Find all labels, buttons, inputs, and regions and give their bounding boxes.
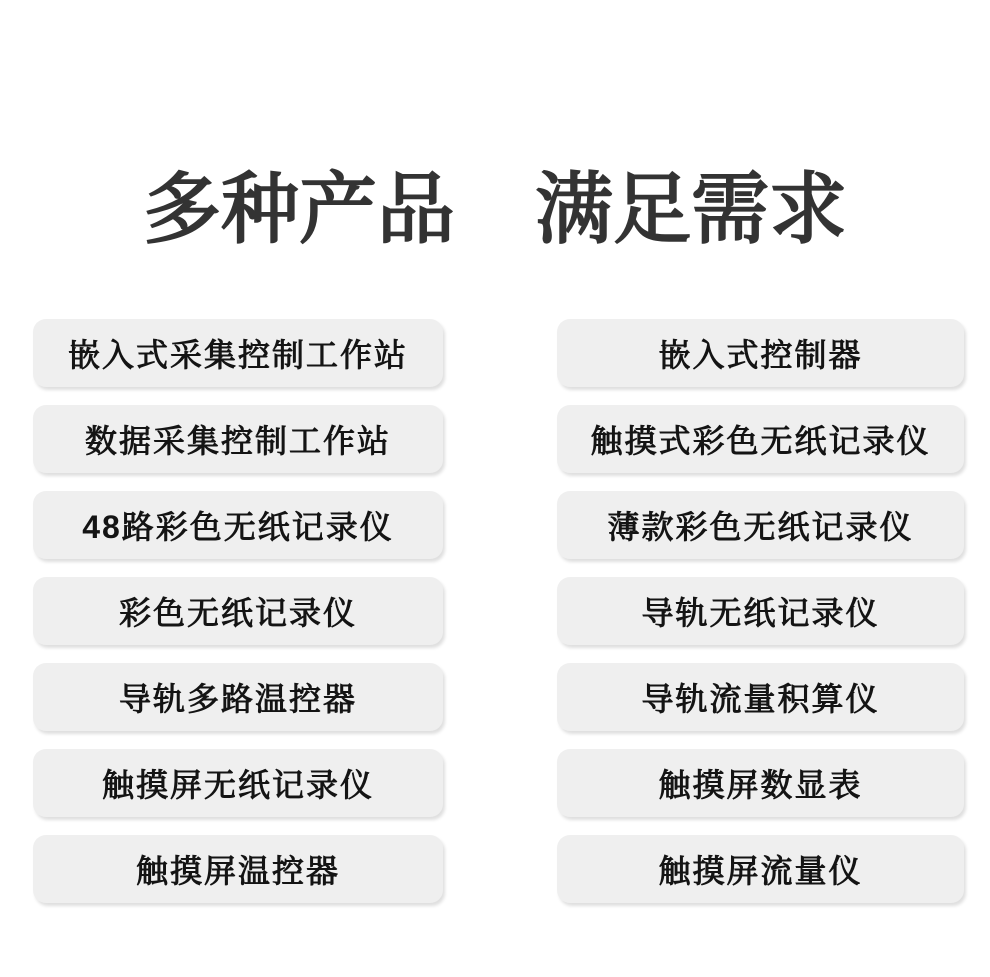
product-button-slim-color-paperless-recorder[interactable]: 薄款彩色无纸记录仪 (557, 491, 964, 559)
product-button-embedded-controller[interactable]: 嵌入式控制器 (557, 319, 964, 387)
product-button-data-acquisition-control-workstation[interactable]: 数据采集控制工作站 (33, 405, 443, 473)
product-button-grid (33, 319, 964, 903)
product-button-din-rail-multichannel-temp-controller[interactable]: 导轨多路温控器 (33, 663, 443, 731)
product-button-touch-color-paperless-recorder[interactable]: 触摸式彩色无纸记录仪 (557, 405, 964, 473)
page-title-part-2: 满足需求 (535, 165, 848, 253)
product-button-embedded-acquisition-control-workstation[interactable]: 嵌入式采集控制工作站 (33, 319, 443, 387)
page-title-part-1: 多种产品 (142, 165, 455, 253)
product-button-touchscreen-temp-controller[interactable]: 触摸屏温控器 (33, 835, 443, 903)
product-button-48ch-color-paperless-recorder[interactable]: 48路彩色无纸记录仪 (33, 491, 443, 559)
product-button-din-rail-paperless-recorder[interactable]: 导轨无纸记录仪 (557, 577, 964, 645)
product-button-touchscreen-paperless-recorder[interactable]: 触摸屏无纸记录仪 (33, 749, 443, 817)
product-button-din-rail-flow-totalizer[interactable]: 导轨流量积算仪 (557, 663, 964, 731)
page-title (0, 163, 990, 255)
product-button-touchscreen-digital-display-meter[interactable]: 触摸屏数显表 (557, 749, 964, 817)
product-button-touchscreen-flow-meter[interactable]: 触摸屏流量仪 (557, 835, 964, 903)
product-button-color-paperless-recorder[interactable]: 彩色无纸记录仪 (33, 577, 443, 645)
